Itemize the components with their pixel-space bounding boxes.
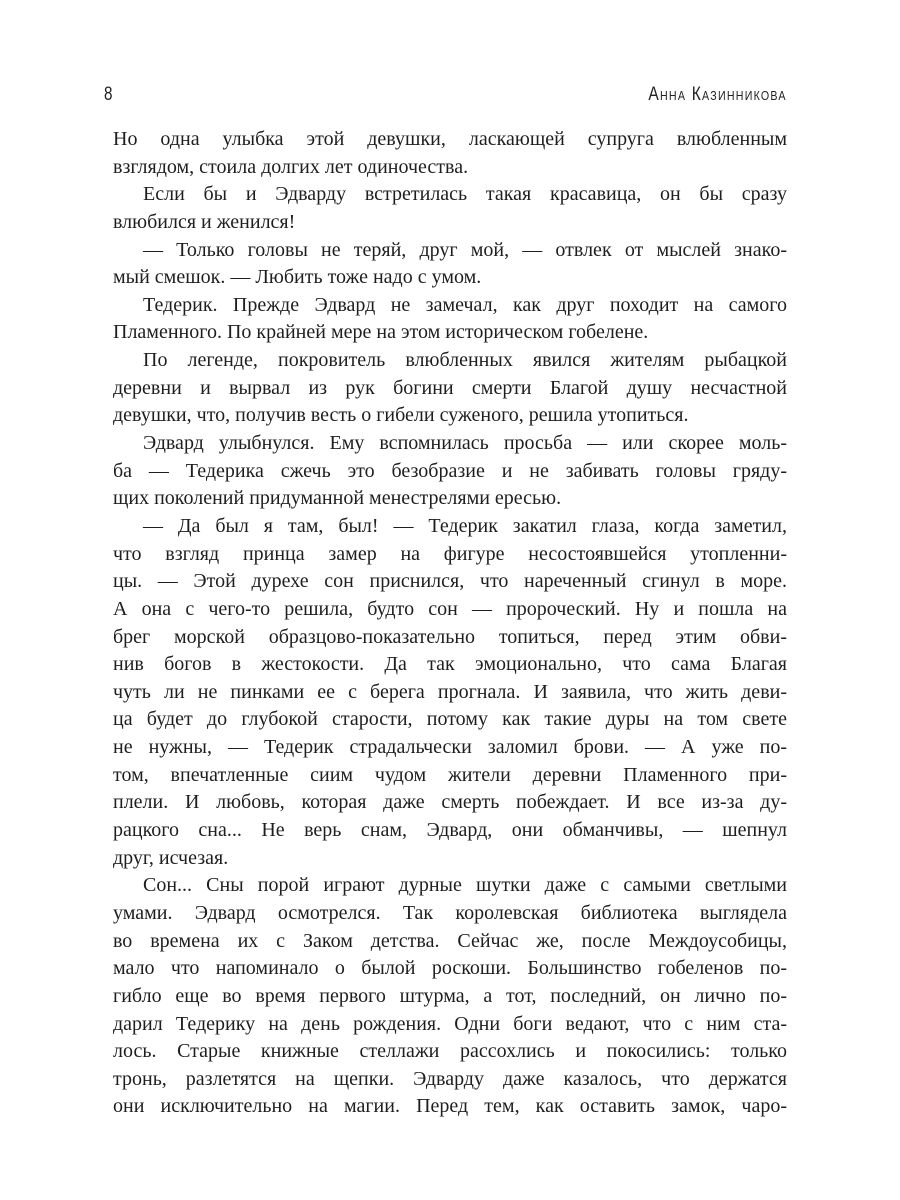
text-line: — Только головы не теряй, друг мой, — отвлек от мыслей знако- bbox=[143, 238, 787, 261]
text-line: взглядом, стоила долгих лет одиночества. bbox=[113, 155, 469, 178]
text-line: умами. Эдвард осмотрелся. Так королевская библиотека выглядела bbox=[113, 901, 787, 924]
text-line: том, впечатленные сиим чудом жители деревни Пламенного при- bbox=[113, 763, 787, 786]
text-line: ба — Тедерика сжечь это безобразие и не забивать головы гряду- bbox=[113, 459, 787, 482]
text-line: — Да был я там, был! — Тедерик закатил глаза, когда заметил, bbox=[143, 514, 787, 537]
text-line: цы. — Этой дурехе сон приснился, что нареченный сгинул в море. bbox=[113, 570, 787, 593]
page-number: 8 bbox=[104, 84, 113, 105]
text-line: Если бы и Эдварду встретилась такая красавица, он бы сразу bbox=[143, 183, 787, 206]
text-line: А она с чего-то решила, будто сон — пророческий. Ну и пошла на bbox=[113, 597, 787, 620]
text-line: деревни и вырвал из рук богини смерти Благой душу несчастной bbox=[113, 376, 787, 399]
text-line: чуть ли не пинками ее с берега прогнала. И заявила, что жить деви- bbox=[113, 680, 787, 703]
text-line: Пламенного. По крайней мере на этом историческом гобелене. bbox=[113, 321, 649, 344]
text-line: Тедерик. Прежде Эдвард не замечал, как друг походит на самого bbox=[143, 293, 787, 316]
text-line: По легенде, покровитель влюбленных явился жителям рыбацкой bbox=[143, 349, 787, 372]
text-line: щих поколений придуманной менестрелями ересью. bbox=[113, 487, 562, 510]
text-line: Но одна улыбка этой девушки, ласкающей супруга влюбленным bbox=[113, 128, 787, 150]
text-line: что взгляд принца замер на фигуре несостоявшейся утопленни- bbox=[113, 542, 787, 565]
text-line: брег морской образцово-показательно топиться, перед этим обви- bbox=[113, 625, 787, 648]
running-header-author: Анна Казинникова bbox=[648, 84, 787, 105]
text-line: нив богов в жестокости. Да так эмоционально, что сама Благая bbox=[113, 653, 787, 676]
text-line: мый смешок. — Любить тоже надо с умом. bbox=[113, 266, 482, 289]
text-line: гибло еще во время первого штурма, а тот, последний, он лично по- bbox=[113, 984, 787, 1007]
text-line: рацкого сна... Не верь снам, Эдвард, они обманчивы, — шепнул bbox=[113, 819, 787, 842]
text-line: ца будет до глубокой старости, потому как такие дуры на том свете bbox=[113, 708, 787, 731]
text-line: дарил Тедерику на день рождения. Одни боги ведают, что с ним ста- bbox=[113, 1012, 787, 1035]
text-line: мало что напоминало о былой роскоши. Большинство гобеленов по- bbox=[113, 957, 787, 980]
text-line: друг, исчезая. bbox=[113, 846, 229, 869]
text-line: во времена их с Заком детства. Сейчас же, после Междоусобицы, bbox=[113, 929, 787, 952]
text-line: Эдвард улыбнулся. Ему вспомнилась просьба — или скорее моль- bbox=[143, 432, 787, 455]
text-line: плели. И любовь, которая даже смерть побеждает. И все из-за ду- bbox=[113, 791, 787, 814]
text-line: тронь, разлетятся на щепки. Эдварду даже казалось, что держатся bbox=[113, 1067, 787, 1090]
text-line: Сон... Сны порой играют дурные шутки даже с самыми светлыми bbox=[143, 874, 787, 897]
text-line: не нужны, — Тедерик страдальчески заломил брови. — А уже по- bbox=[113, 736, 787, 759]
text-line: они исключительно на магии. Перед тем, как оставить замок, чаро- bbox=[113, 1095, 787, 1118]
text-line: девушки, что, получив весть о гибели суженого, решила утопиться. bbox=[113, 404, 689, 427]
text-line: влюбился и женился! bbox=[113, 210, 296, 233]
body-text bbox=[113, 126, 787, 1121]
text-line: лось. Старые книжные стеллажи рассохлись и покосились: только bbox=[113, 1040, 787, 1063]
